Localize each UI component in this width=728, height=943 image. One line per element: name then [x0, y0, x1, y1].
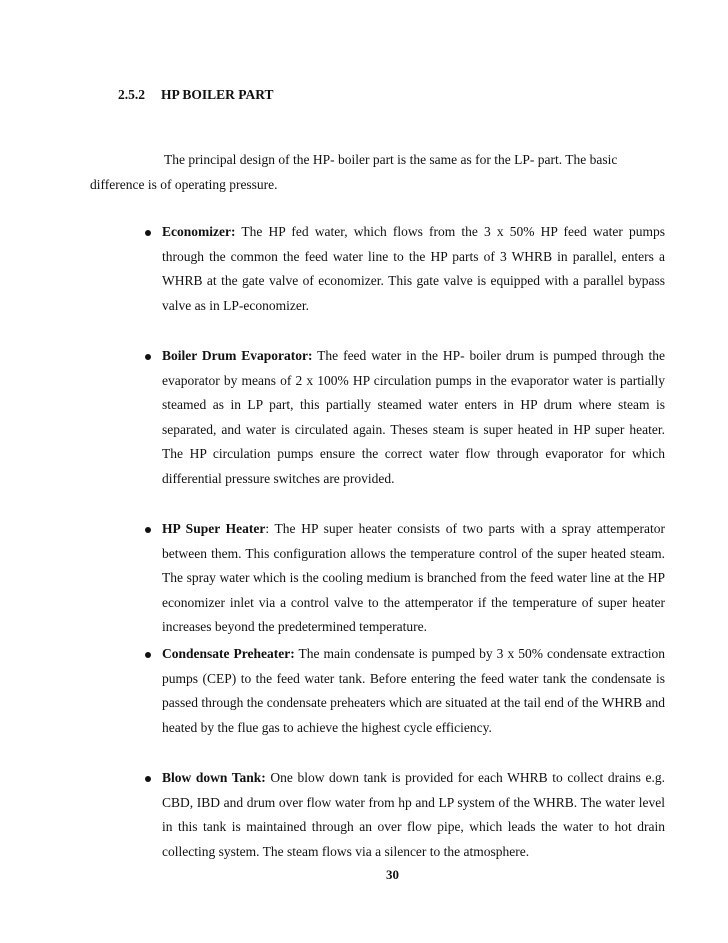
bullet-dot-icon	[145, 652, 151, 658]
bullet-dot-icon	[145, 527, 151, 533]
bullet-dot-icon	[145, 776, 151, 782]
bullet-term: Economizer:	[162, 224, 236, 239]
bullet-text: The HP fed water, which flows from the 3 x 50% HP feed water pumps through the common the feed water line to the HP parts of 3 WHRB in parallel, enters a WHRB at the gate valve of economizer. This gate valve is equipped with a parallel bypass valve as in LP-economizer.	[162, 224, 665, 313]
bullet-dot-icon	[145, 230, 151, 236]
bullet-term: Condensate Preheater:	[162, 646, 295, 661]
bullet-blow-down-tank	[162, 766, 665, 864]
bullet-hp-super-heater	[162, 517, 665, 640]
section-title: HP BOILER PART	[161, 87, 274, 102]
bullet-text: The main condensate is pumped by 3 x 50% condensate extraction pumps (CEP) to the feed water tank. Before entering the feed water tank the condensate is passed through the condensate preheaters which are situated at the tail end of the WHRB and heated by the flue gas to achieve the highest cycle efficiency.	[162, 646, 665, 735]
bullet-term: HP Super Heater	[162, 521, 266, 536]
page-number: 30	[386, 867, 399, 882]
intro-paragraph	[90, 148, 664, 197]
section-number: 2.5.2	[118, 87, 145, 102]
bullet-boiler-drum-evaporator	[162, 344, 665, 491]
intro-line-1: The principal design of the HP- boiler part is the same as for the LP- part. The basic	[164, 152, 618, 167]
bullet-dot-icon	[145, 354, 151, 360]
bullet-text: The feed water in the HP- boiler drum is pumped through the evaporator by means of 2 x 100% HP circulation pumps in the evaporator water is partially steamed as in LP part, this partially steamed water enters in HP drum where steam is separated, and water is circulated again. Theses steam is super heated in HP super heater. The HP circulation pumps ensure the correct water flow through evaporator for which differential pressure switches are provided.	[162, 348, 665, 486]
bullet-term: Blow down Tank:	[162, 770, 266, 785]
bullet-text: : The HP super heater consists of two parts with a spray attemperator between them. This configuration allows the temperature control of the super heated steam. The spray water which is the cooling medium is branched from the feed water line at the HP economizer inlet via a control valve to the attemperator if the temperature of super heater increases beyond the predetermined temperature.	[162, 521, 665, 634]
bullet-text: One blow down tank is provided for each WHRB to collect drains e.g. CBD, IBD and drum over flow water from hp and LP system of the WHRB. The water level in this tank is maintained through an over flow pipe, which leads the water to hot drain collecting system. The steam flows via a silencer to the atmosphere.	[162, 770, 665, 859]
bullet-condensate-preheater	[162, 642, 665, 740]
bullet-term: Boiler Drum Evaporator:	[162, 348, 313, 363]
bullet-economizer	[162, 220, 665, 318]
intro-line-2: difference is of operating pressure.	[90, 176, 278, 192]
section-heading	[118, 87, 274, 103]
